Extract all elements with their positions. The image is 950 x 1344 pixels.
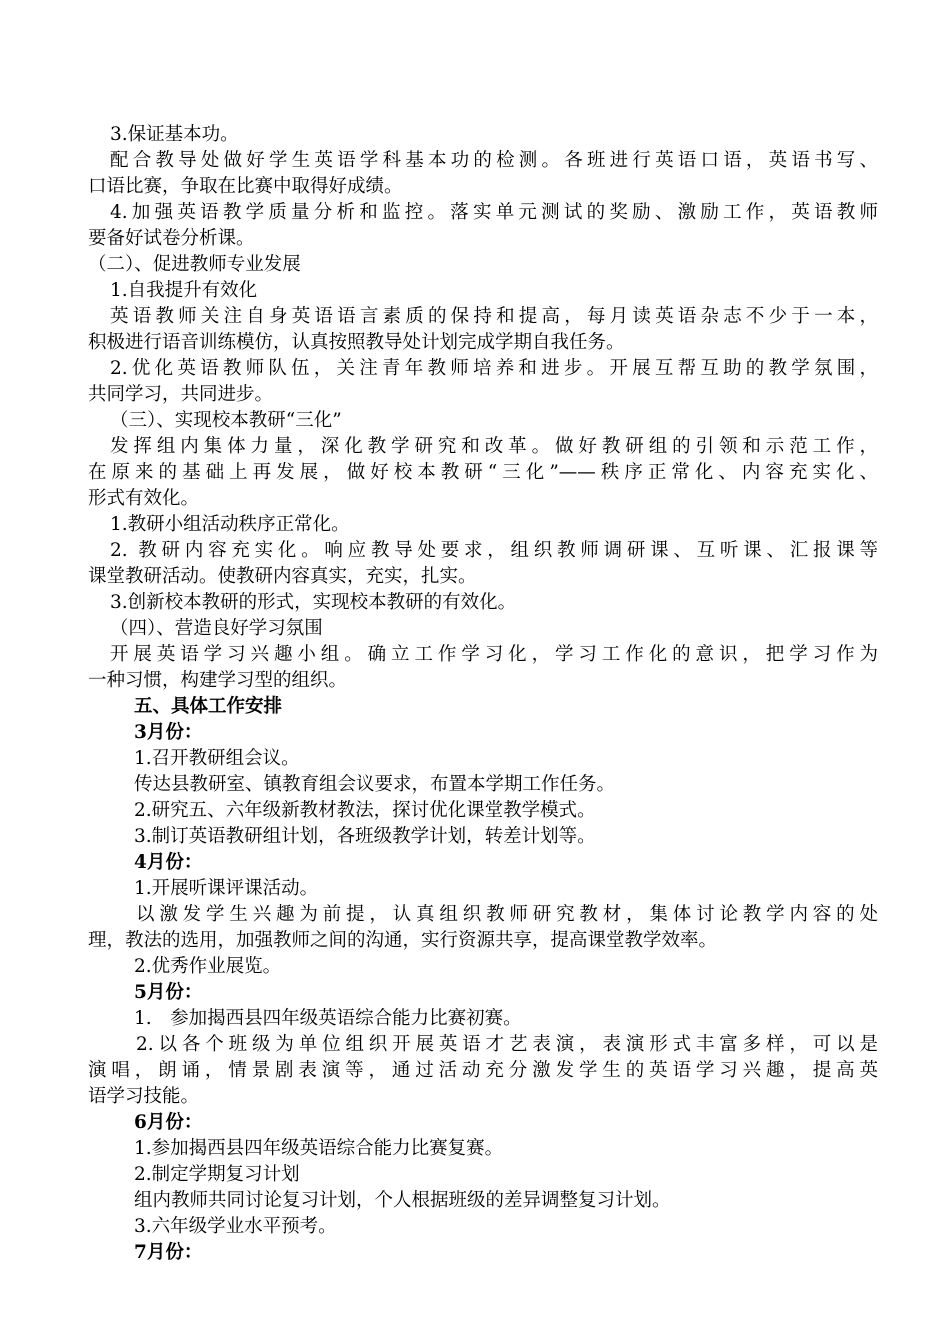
paragraph-line: 英语教师关注自身英语语言素质的保持和提高，每月读英语杂志不少于一本，	[110, 306, 878, 327]
paragraph-line: 形式有效化。	[88, 488, 200, 509]
list-item: 1.召开教研组会议。	[134, 748, 300, 769]
month-heading: 7月份：	[134, 1242, 203, 1263]
paragraph-line: 课堂教研活动。使教研内容真实，充实，扎实。	[88, 566, 477, 587]
list-item: 3.六年级学业水平预考。	[134, 1216, 337, 1237]
section-heading: （四）、营造良好学习氛围	[110, 618, 323, 639]
paragraph-line: 要备好试卷分析课。	[88, 228, 255, 249]
item-heading: 1.教研小组活动秩序正常化。	[110, 514, 350, 535]
paragraph-line: 理，教法的选用，加强教师之间的沟通，实行资源共享，提高课堂教学效率。	[88, 930, 718, 951]
paragraph-line: 2. 教研内容充实化。响应教导处要求，组织教师调研课、互听课、汇报课等	[110, 540, 878, 561]
paragraph-line: 2.优化英语教师队伍，关注青年教师培养和进步。开展互帮互助的教学氛围，	[110, 358, 878, 379]
list-item: 2.制定学期复习计划	[134, 1164, 300, 1185]
paragraph-line: 发挥组内集体力量，深化教学研究和改革。做好教研组的引领和示范工作，	[110, 436, 878, 457]
list-item: 2.研究五、六年级新教材教法，探讨优化课堂教学模式。	[134, 800, 596, 821]
paragraph-line: 积极进行语音训练模仿，认真按照教导处计划完成学期自我任务。	[88, 332, 625, 353]
section-heading: （二）、促进教师专业发展	[88, 254, 301, 275]
list-item: 2.优秀作业展览。	[134, 956, 282, 977]
month-heading: 4月份：	[134, 852, 203, 873]
paragraph-line: 开展英语学习兴趣小组。确立工作学习化，学习工作化的意识，把学习作为	[110, 644, 878, 665]
item-heading: 3.创新校本教研的形式，实现校本教研的有效化。	[110, 592, 517, 613]
paragraph-line: 以激发学生兴趣为前提，认真组织教师研究教材，集体讨论教学内容的处	[136, 904, 878, 925]
paragraph-line: 4.加强英语教学质量分析和监控。落实单元测试的奖励、激励工作，英语教师	[110, 202, 878, 223]
item-heading: 3.保证基本功。	[110, 124, 239, 145]
list-item: 3.制订英语教研组计划，各班级教学计划，转差计划等。	[134, 826, 596, 847]
paragraph-line: 语学习技能。	[88, 1086, 200, 1107]
paragraph-line: 2.以各个班级为单位组织开展英语才艺表演，表演形式丰富多样，可以是	[136, 1034, 878, 1055]
month-heading: 6月份：	[134, 1112, 203, 1133]
list-item: 1. 参加揭西县四年级英语综合能力比赛初赛。	[134, 1008, 522, 1029]
paragraph-line: 共同学习，共同进步。	[88, 384, 274, 405]
section-heading: （三）、实现校本教研“三化”	[110, 410, 342, 431]
paragraph-line: 演唱，朗诵，情景剧表演等，通过活动充分激发学生的英语学习兴趣，提高英	[88, 1060, 878, 1081]
paragraph-line: 配合教导处做好学生英语学科基本功的检测。各班进行英语口语，英语书写、	[110, 150, 878, 171]
month-heading: 3月份：	[134, 722, 203, 743]
paragraph-line: 组内教师共同讨论复习计划，个人根据班级的差异调整复习计划。	[134, 1190, 671, 1211]
document-body	[88, 122, 878, 1266]
item-heading: 1.自我提升有效化	[110, 280, 258, 301]
month-heading: 5月份：	[134, 982, 203, 1003]
list-item: 1.开展听课评课活动。	[134, 878, 319, 899]
paragraph-line: 一种习惯，构建学习型的组织。	[88, 670, 348, 691]
paragraph-line: 传达县教研室、镇教育组会议要求，布置本学期工作任务。	[134, 774, 616, 795]
paragraph-line: 口语比赛，争取在比赛中取得好成绩。	[88, 176, 403, 197]
list-item: 1.参加揭西县四年级英语综合能力比赛复赛。	[134, 1138, 504, 1159]
section-heading: 五、具体工作安排	[134, 696, 283, 717]
paragraph-line: 在原来的基础上再发展，做好校本教研“三化”——秩序正常化、内容充实化、	[88, 462, 878, 483]
